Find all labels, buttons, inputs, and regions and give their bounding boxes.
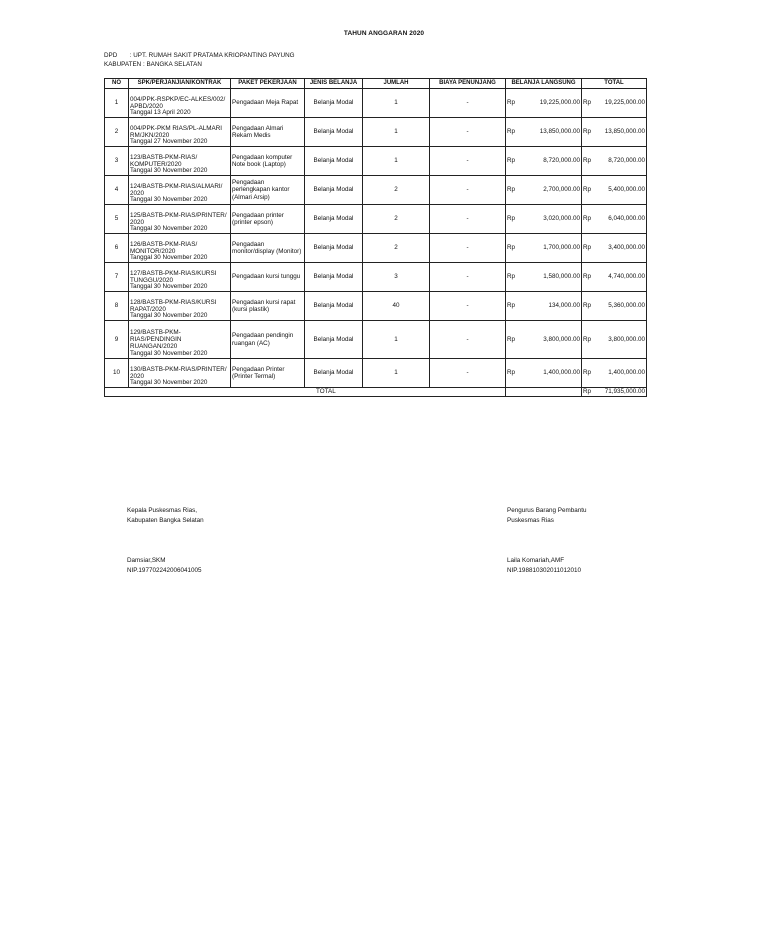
row-jenis: Belanja Modal	[305, 205, 363, 234]
row-total	[582, 176, 647, 205]
row-penunjang: -	[430, 147, 506, 176]
row-langsung-currency: Rp	[507, 186, 516, 194]
row-no: 2	[105, 118, 129, 147]
row-kontrak	[129, 292, 231, 321]
row-total-amount: 8,720,000.00	[608, 157, 645, 165]
row-kontrak	[129, 176, 231, 205]
row-no: 3	[105, 147, 129, 176]
signature-left	[127, 506, 204, 576]
signer-left-title: Kepala Puskesmas Rias,	[127, 507, 197, 514]
signer-right-name: Laila Komariah,AMF	[507, 557, 565, 564]
row-total	[582, 263, 647, 292]
row-paket: Pengadaan kursi tunggu	[231, 263, 305, 292]
row-total-amount: 5,400,000.00	[608, 186, 645, 194]
dpd-line	[104, 51, 295, 60]
header-info	[104, 51, 295, 69]
row-kontrak	[129, 89, 231, 118]
row-penunjang: -	[430, 89, 506, 118]
row-kontrak-number: 124/BASTB-PKM-RIAS/ALMARI/ 2020	[130, 182, 223, 197]
row-kontrak	[129, 359, 231, 388]
row-langsung	[506, 359, 582, 388]
signer-right-nip: NIP.198810302011012010	[507, 567, 582, 574]
col-header-kontrak: SPK/PERJANJIAN/KONTRAK	[129, 79, 231, 89]
row-penunjang: -	[430, 205, 506, 234]
row-no: 7	[105, 263, 129, 292]
col-header-penunjang: BIAYA PENUNJANG	[430, 79, 506, 89]
row-paket: Pengadaan Almari Rekam Medis	[231, 118, 305, 147]
document-title: TAHUN ANGGARAN 2020	[343, 30, 425, 37]
row-kontrak-date: Tanggal 30 November 2020	[130, 282, 208, 290]
table-row	[105, 118, 647, 147]
row-penunjang: -	[430, 359, 506, 388]
row-no: 10	[105, 359, 129, 388]
row-jumlah: 40	[363, 292, 430, 321]
row-total-currency: Rp	[583, 157, 592, 165]
row-total-currency: Rp	[583, 215, 592, 223]
row-kontrak-number: 123/BASTB-PKM-RIAS/ KOMPUTER/2020	[130, 153, 198, 168]
row-langsung-amount: 19,225,000.00	[539, 99, 580, 107]
row-total	[582, 321, 647, 359]
row-kontrak	[129, 263, 231, 292]
procurement-table	[104, 78, 647, 397]
signer-right-title: Pengurus Barang Pembantu	[507, 507, 587, 514]
row-jumlah: 1	[363, 89, 430, 118]
row-kontrak-number: 125/BASTB-PKM-RIAS/PRINTER/ 2020	[130, 211, 227, 226]
row-total-amount: 13,850,000.00	[604, 128, 645, 136]
row-total-currency: Rp	[583, 273, 592, 281]
row-langsung-amount: 3,800,000.00	[543, 335, 580, 343]
row-jumlah: 1	[363, 359, 430, 388]
row-kontrak-date: Tanggal 30 November 2020	[130, 166, 208, 174]
row-jenis: Belanja Modal	[305, 176, 363, 205]
dpd-label: DPD	[104, 52, 118, 59]
row-paket: Pengadaan printer (printer epson)	[231, 205, 305, 234]
row-langsung	[506, 234, 582, 263]
row-penunjang: -	[430, 234, 506, 263]
col-header-langsung: BELANJA LANGSUNG	[506, 79, 582, 89]
row-kontrak-date: Tanggal 30 November 2020	[130, 349, 208, 357]
row-langsung-currency: Rp	[507, 302, 516, 310]
row-kontrak-number: 130/BASTB-PKM-RIAS/PRINTER/ 2020	[130, 365, 227, 380]
row-kontrak-date: Tanggal 30 November 2020	[130, 378, 208, 386]
row-total-currency: Rp	[583, 335, 592, 343]
row-kontrak-date: Tanggal 27 November 2020	[130, 137, 208, 145]
grand-total-value: 71,935,000.00	[604, 388, 645, 396]
row-langsung	[506, 147, 582, 176]
row-kontrak-date: Tanggal 30 November 2020	[130, 224, 208, 232]
row-langsung-currency: Rp	[507, 215, 516, 223]
table-row	[105, 176, 647, 205]
row-jumlah: 1	[363, 147, 430, 176]
signer-left-org: Kabupaten Bangka Selatan	[127, 517, 204, 524]
row-kontrak-date: Tanggal 13 April 2020	[130, 108, 191, 116]
row-langsung-amount: 2,700,000.00	[543, 186, 580, 194]
row-total	[582, 118, 647, 147]
kabupaten-line: KABUPATEN : BANGKA SELATAN	[104, 61, 202, 68]
row-kontrak	[129, 234, 231, 263]
row-langsung-amount: 1,580,000.00	[543, 273, 580, 281]
row-kontrak-number: 129/BASTB-PKM-RIAS/PENDINGIN RUANGAN/2020	[130, 328, 182, 351]
signer-left-name: Damsiar,SKM	[127, 557, 166, 564]
row-jumlah: 2	[363, 205, 430, 234]
row-total-amount: 3,400,000.00	[608, 244, 645, 252]
table-header-row	[105, 79, 647, 89]
row-jenis: Belanja Modal	[305, 263, 363, 292]
row-kontrak	[129, 118, 231, 147]
row-langsung-currency: Rp	[507, 128, 516, 136]
row-langsung-amount: 1,700,000.00	[543, 244, 580, 252]
grand-total-cell	[582, 388, 647, 397]
row-paket: Pengadaan kursi rapat (kursi plastik)	[231, 292, 305, 321]
row-kontrak-number: 127/BASTB-PKM-RIAS/KURSI TUNGGU/2020	[130, 269, 217, 284]
row-total-currency: Rp	[583, 128, 592, 136]
row-total-currency: Rp	[583, 186, 592, 194]
row-total	[582, 89, 647, 118]
table-row	[105, 147, 647, 176]
col-header-paket: PAKET PEKERJAAN	[231, 79, 305, 89]
row-langsung-amount: 134,000.00	[548, 302, 580, 310]
row-langsung-currency: Rp	[507, 157, 516, 165]
table-row	[105, 89, 647, 118]
table-row	[105, 234, 647, 263]
row-no: 6	[105, 234, 129, 263]
row-no: 1	[105, 89, 129, 118]
row-total-currency: Rp	[583, 99, 592, 107]
row-jumlah: 2	[363, 234, 430, 263]
row-langsung	[506, 263, 582, 292]
row-paket: Pengadaan perlengkapan kantor (Almari Arsip)	[231, 176, 305, 205]
grand-total-currency: Rp	[583, 388, 592, 396]
row-kontrak-date: Tanggal 30 November 2020	[130, 311, 208, 319]
row-langsung-currency: Rp	[507, 335, 516, 343]
row-total-currency: Rp	[583, 302, 592, 310]
row-total-amount: 19,225,000.00	[604, 99, 645, 107]
row-langsung-currency: Rp	[507, 273, 516, 281]
row-total-amount: 4,740,000.00	[608, 273, 645, 281]
row-total	[582, 359, 647, 388]
row-kontrak	[129, 205, 231, 234]
row-penunjang: -	[430, 292, 506, 321]
row-langsung	[506, 118, 582, 147]
row-langsung	[506, 176, 582, 205]
signer-left-nip: NIP.197702242006041005	[127, 567, 202, 574]
row-kontrak-date: Tanggal 30 November 2020	[130, 253, 208, 261]
table-row	[105, 263, 647, 292]
row-langsung	[506, 89, 582, 118]
row-penunjang: -	[430, 321, 506, 359]
row-no: 4	[105, 176, 129, 205]
row-kontrak-number: 004/PPK-PKM RIAS/PL-ALMARI RM/JKN/2020	[130, 124, 223, 139]
row-jenis: Belanja Modal	[305, 147, 363, 176]
row-jenis: Belanja Modal	[305, 89, 363, 118]
row-langsung-currency: Rp	[507, 369, 516, 377]
total-label: TOTAL	[316, 388, 336, 395]
row-langsung	[506, 321, 582, 359]
row-total	[582, 292, 647, 321]
row-jumlah: 3	[363, 263, 430, 292]
col-header-jumlah: JUMLAH	[363, 79, 430, 89]
row-total	[582, 234, 647, 263]
row-no: 5	[105, 205, 129, 234]
table-row	[105, 359, 647, 388]
col-header-jenis: JENIS BELANJA	[305, 79, 363, 89]
table-row	[105, 205, 647, 234]
table-row	[105, 292, 647, 321]
row-langsung-amount: 13,850,000.00	[539, 128, 580, 136]
table-body	[105, 89, 647, 388]
row-penunjang: -	[430, 118, 506, 147]
row-langsung-currency: Rp	[507, 244, 516, 252]
row-no: 8	[105, 292, 129, 321]
row-paket: Pengadaan monitor/display (Monitor)	[231, 234, 305, 263]
row-total-amount: 3,800,000.00	[608, 335, 645, 343]
row-kontrak	[129, 147, 231, 176]
row-jenis: Belanja Modal	[305, 292, 363, 321]
row-total	[582, 147, 647, 176]
row-paket: Pengadaan Printer (Printer Termal)	[231, 359, 305, 388]
row-jumlah: 1	[363, 321, 430, 359]
row-jenis: Belanja Modal	[305, 321, 363, 359]
row-jenis: Belanja Modal	[305, 359, 363, 388]
row-kontrak	[129, 321, 231, 359]
col-header-no: NO	[105, 79, 129, 89]
table-row	[105, 321, 647, 359]
row-total-amount: 5,360,000.00	[608, 302, 645, 310]
row-langsung	[506, 205, 582, 234]
row-total-amount: 6,040,000.00	[608, 215, 645, 223]
row-kontrak-number: 004/PPK-RSPKP/EC-ALKES/002/ APBD/2020	[130, 95, 226, 110]
row-langsung-currency: Rp	[507, 99, 516, 107]
signer-right-org: Puskesmas Rias	[507, 517, 554, 524]
col-header-total: TOTAL	[582, 79, 647, 89]
row-kontrak-date: Tanggal 30 November 2020	[130, 195, 208, 203]
row-paket: Pengadaan pendingin ruangan (AC)	[231, 321, 305, 359]
total-row	[105, 388, 647, 397]
row-jumlah: 1	[363, 118, 430, 147]
row-total-amount: 1,400,000.00	[608, 369, 645, 377]
row-penunjang: -	[430, 263, 506, 292]
row-paket: Pengadaan komputer Note book (Laptop)	[231, 147, 305, 176]
row-langsung-amount: 8,720,000.00	[543, 157, 580, 165]
row-kontrak-number: 128/BASTB-PKM-RIAS/KURSI RAPAT/2020	[130, 298, 217, 313]
row-penunjang: -	[430, 176, 506, 205]
row-langsung-amount: 1,400,000.00	[543, 369, 580, 377]
row-total-currency: Rp	[583, 244, 592, 252]
signature-right	[507, 506, 586, 576]
row-langsung	[506, 292, 582, 321]
row-total	[582, 205, 647, 234]
row-paket: Pengadaan Meja Rapat	[231, 89, 305, 118]
row-jumlah: 2	[363, 176, 430, 205]
dpd-value: : UPT. RUMAH SAKIT PRATAMA KRIOPANTING PAYUNG	[129, 52, 295, 59]
row-kontrak-number: 126/BASTB-PKM-RIAS/ MONITOR/2020	[130, 240, 198, 255]
row-no: 9	[105, 321, 129, 359]
row-jenis: Belanja Modal	[305, 118, 363, 147]
row-langsung-amount: 3,020,000.00	[543, 215, 580, 223]
row-jenis: Belanja Modal	[305, 234, 363, 263]
row-total-currency: Rp	[583, 369, 592, 377]
